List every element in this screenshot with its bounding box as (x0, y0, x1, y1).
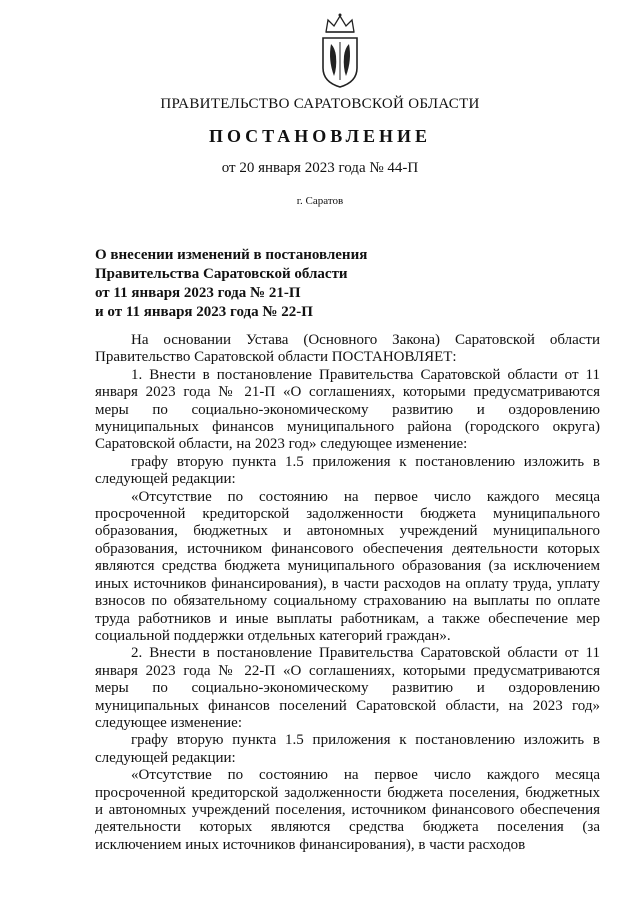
body-paragraph: 2. Внести в постановление Правительства Саратовской области от 11 января 2023 года № 22-П «О соглашениях, которыми предусматриваются меры по социально-экономическому развитию и оздоровлению муниципальных финансов поселений Саратовской области, на 2023 год» следующее изменение: (95, 645, 600, 731)
body-paragraph: графу вторую пункта 1.5 приложения к постановлению изложить в следующей редакции: (95, 453, 600, 488)
city: г. Саратов (296, 195, 344, 207)
subject-line: Правительства Саратовской области (95, 266, 348, 282)
body-paragraph: «Отсутствие по состоянию на первое число каждого месяца просроченной кредиторской задолженности бюджета поселения, бюджетных и автономных учреждений поселения, источником финансового обеспечения деятельности которых являются средства бюджета поселения (за исключением иных источников финансирования), в части расходов (95, 767, 600, 853)
government-name: ПРАВИТЕЛЬСТВО САРАТОВСКОЙ ОБЛАСТИ (160, 96, 480, 112)
date-number: от 20 января 2023 года № 44-П (221, 160, 419, 176)
body-paragraph: На основании Устава (Основного Закона) Саратовской области Правительство Саратовской области ПОСТАНОВЛЯЕТ: (95, 332, 600, 366)
subject-line: и от 11 января 2023 года № 22-П (95, 304, 313, 320)
body-paragraph: графу вторую пункта 1.5 приложения к постановлению изложить в следующей редакции: (95, 732, 600, 766)
subject-line: О внесении изменений в постановления (95, 247, 368, 263)
document-body (95, 332, 600, 854)
body-paragraph: 1. Внести в постановление Правительства Саратовской области от 11 января 2023 года № 21-П «О соглашениях, которыми предусматриваются меры по социально-экономическому развитию и оздоровлению муниципальных финансов муниципального района (городского округа) Саратовской области, на 2023 год» следующее изменение: (95, 366, 600, 453)
body-paragraph: «Отсутствие по состоянию на первое число каждого месяца просроченной кредиторской задолженности бюджета муниципального образования, бюджетных и автономных учреждений муниципального образования, источником финансового обеспечения деятельности которых являются средства бюджета муниципального образования (за исключением иных источников финансирования), в части расходов на оплату труда, уплату взносов по обязательному социальному страхованию на выплаты по оплате труда работников и иные выплаты работникам, а также обеспечение мер социальной поддержки отдельных категорий граждан». (95, 488, 600, 644)
subject-line: от 11 января 2023 года № 21-П (95, 285, 301, 301)
coat-of-arms-icon (318, 10, 362, 90)
document-subject (95, 246, 515, 322)
document-type: ПОСТАНОВЛЕНИЕ (208, 126, 432, 146)
